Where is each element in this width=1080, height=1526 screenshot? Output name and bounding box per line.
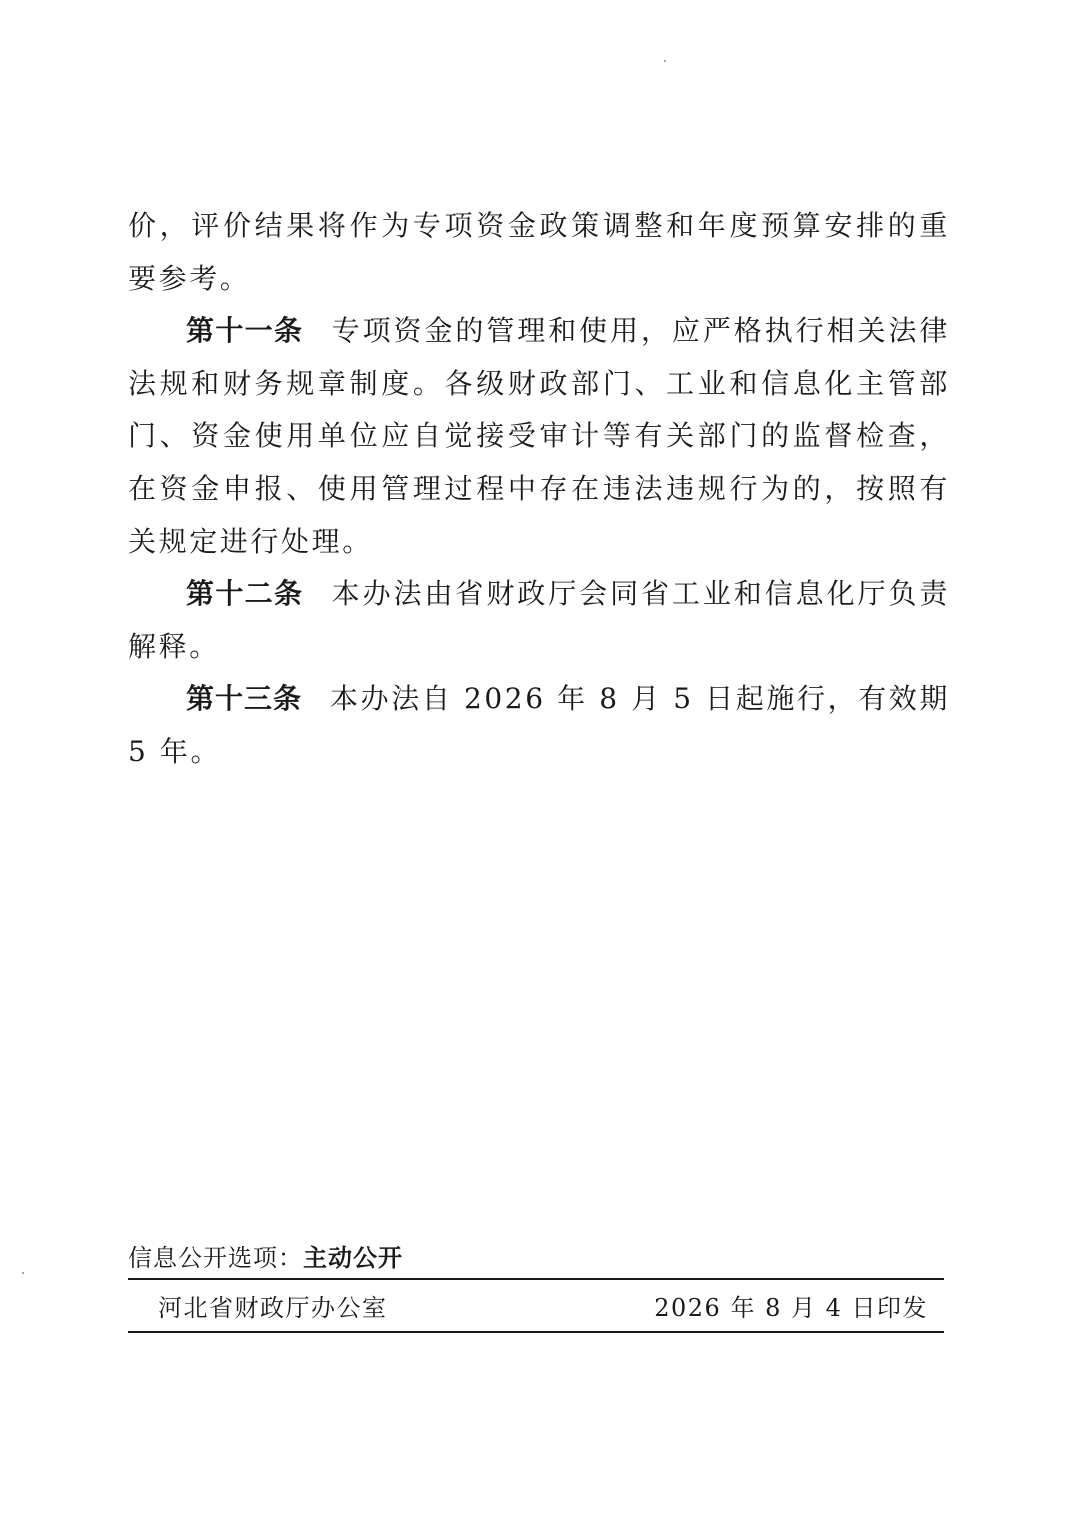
article-number: 第十三条	[186, 682, 303, 716]
article-number: 第十一条	[186, 314, 304, 348]
article-text: 本办法由省财政厅会同省工业和信息化厅负责解释。	[128, 577, 950, 663]
continuation-paragraph: 价，评价结果将作为专项资金政策调整和年度预算安排的重要参考。	[128, 209, 950, 295]
footer-bottom-rule	[128, 1331, 944, 1333]
article-text: 本办法自 2026 年 8 月 5 日起施行，有效期 5 年。	[128, 682, 950, 768]
footer-top-rule	[128, 1278, 944, 1280]
disclosure-value: 主动公开	[303, 1244, 403, 1272]
scan-speck	[664, 60, 666, 62]
article-text: 专项资金的管理和使用，应严格执行相关法律法规和财务规章制度。各级财政部门、工业和信息化主管部门、资金使用单位应自觉接受审计等有关部门的监督检查，在资金申报、使用管理过程中存在违法违规行为的，按照有关规定进行处理。	[128, 314, 950, 558]
article-13	[128, 673, 950, 778]
print-date: 2026 年 8 月 4 日印发	[654, 1294, 928, 1322]
disclosure-option	[128, 1240, 403, 1276]
document-body	[128, 200, 950, 779]
issuer: 河北省财政厅办公室	[158, 1294, 388, 1322]
article-12	[128, 568, 950, 673]
article-11	[128, 305, 950, 568]
disclosure-label: 信息公开选项：	[128, 1244, 303, 1272]
article-number: 第十二条	[186, 577, 304, 611]
scan-speck	[22, 1272, 24, 1274]
